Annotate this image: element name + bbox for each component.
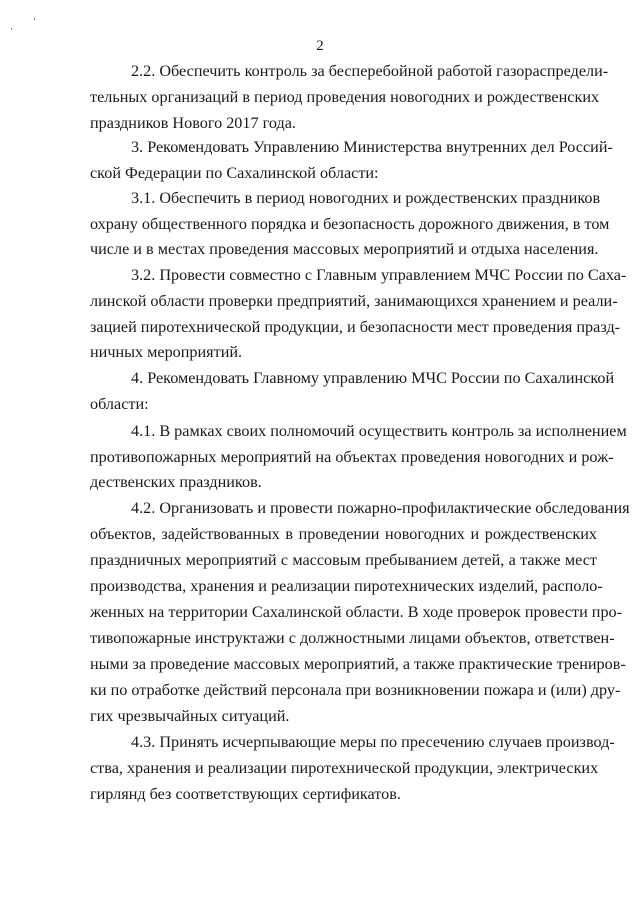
text-line: ничных мероприятий. <box>90 343 243 361</box>
text-line: праздников Нового 2017 года. <box>90 114 296 132</box>
text-line: ки по отработке действий персонала при возникновении пожара и (или) дру- <box>90 681 621 699</box>
text-line: производства, хранения и реализации пиротехнических изделий, располо- <box>90 577 603 595</box>
text-line: 3. Рекомендовать Управлению Министерства внутренних дел Россий- <box>131 138 613 156</box>
text-line: противопожарных мероприятий на объектах проведения новогодних и рож- <box>90 448 614 466</box>
text-line: 4. Рекомендовать Главному управлению МЧС России по Сахалинской <box>131 369 615 387</box>
text-line: 3.2. Провести совместно с Главным управлением МЧС России по Саха- <box>131 266 627 284</box>
scan-speck <box>34 18 35 20</box>
page-number: 2 <box>316 38 324 54</box>
text-line: 4.3. Принять исчерпывающие меры по пресечению случаев производ- <box>131 733 615 751</box>
text-line: линской области проверки предприятий, занимающихся хранением и реали- <box>90 292 618 310</box>
text-line: 4.1. В рамках своих полномочий осуществить контроль за исполнением <box>131 422 627 440</box>
text-line: ными за проведение массовых мероприятий, а также практические трениров- <box>90 655 626 673</box>
text-line: 4.2. Организовать и провести пожарно-профилактические обследования <box>131 499 630 517</box>
text-line: гирлянд без соответствующих сертификатов. <box>90 785 401 803</box>
text-line: области: <box>90 395 149 413</box>
text-line: праздничных мероприятий с массовым пребыванием детей, а также мест <box>90 551 597 569</box>
text-line: гих чрезвычайных ситуаций. <box>90 707 290 725</box>
text-line: женных на территории Сахалинской области. В ходе проверок провести про- <box>90 603 623 621</box>
text-line: ской Федерации по Сахалинской области: <box>90 164 379 182</box>
text-line: числе и в местах проведения массовых мероприятий и отдыха населения. <box>90 240 599 258</box>
text-line: тельных организаций в период проведения новогодних и рождественских <box>90 88 600 106</box>
text-line: тивопожарные инструктажи с должностными лицами объектов, ответствен- <box>90 629 615 647</box>
text-line: 3.1. Обеспечить в период новогодних и рождественских праздников <box>131 189 601 207</box>
text-line: охрану общественного порядка и безопасность дорожного движения, в том <box>90 215 610 233</box>
text-line: дественских праздников. <box>90 473 262 491</box>
text-line: объектов, задействованных в проведении новогодних и рождественских <box>90 525 597 543</box>
text-line: ства, хранения и реализации пиротехнической продукции, электрических <box>90 759 599 777</box>
text-line: 2.2. Обеспечить контроль за бесперебойной работой газораспредели- <box>131 62 609 80</box>
text-line: зацией пиротехнической продукции, и безопасности мест проведения празд- <box>90 318 621 336</box>
scan-speck <box>11 28 12 30</box>
